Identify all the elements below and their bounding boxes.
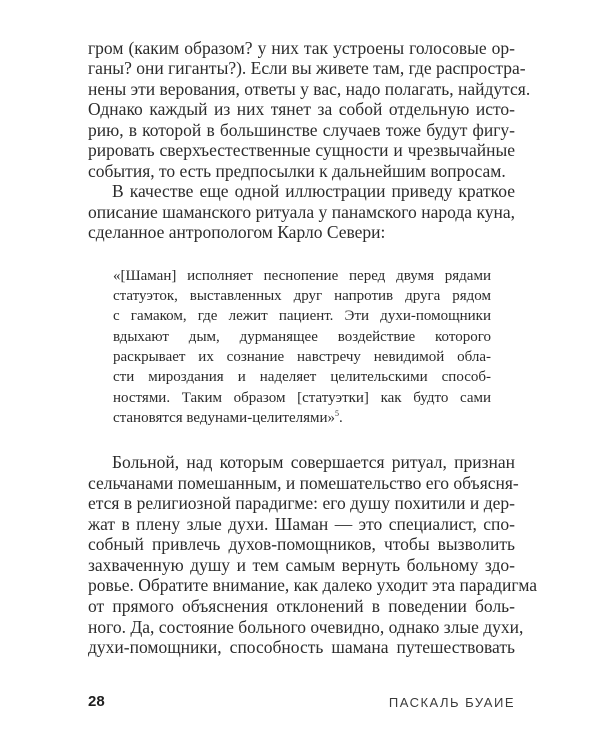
text-line: сделанное антропологом Карло Севери: — [88, 222, 386, 242]
text-line: гром (каким образом? у них так устроены голосовые ор- — [88, 38, 515, 58]
text-line: рировать сверхъестественные сущности и чрезвычайные — [88, 140, 515, 160]
quote-line-last — [113, 409, 491, 427]
quote-line: ностями. Таким образом [статуэтки] как будто сами — [113, 390, 491, 406]
text-line: духи-помощники, способность шамана путешествовать — [88, 637, 515, 657]
running-head-author: ПАСКАЛЬ БУАИЕ — [388, 695, 515, 710]
quote-line: вдыхают дым, дурманящее воздействие которого — [113, 329, 491, 345]
text-line: Однако каждый из них тянет за собой отдельную исто- — [88, 99, 515, 119]
text-line: собный привлечь духов-помощников, чтобы вызволить — [88, 534, 515, 554]
text-line: ганы? они гиганты?). Если вы живете там, где распростра- — [88, 58, 526, 78]
quote-end-punct: . — [339, 410, 343, 426]
quote-line: статуэток, выставленных друг напротив друга рядом — [113, 288, 491, 304]
text-line: нены эти верования, ответы у вас, надо полагать, найдутся. — [88, 79, 531, 99]
text-line: Больной, над которым совершается ритуал, признан — [112, 452, 515, 472]
text-line: сельчанами помешанным, и помешательство его объясня- — [88, 473, 519, 493]
quote-line: «[Шаман] исполняет песнопение перед двумя рядами — [113, 268, 491, 284]
text-line: события, то есть предпосылки к дальнейшим вопросам. — [88, 161, 506, 181]
text-line: ного. Да, состояние больного очевидно, однако злые духи, — [88, 617, 524, 637]
text-line: В качестве еще одной иллюстрации приведу краткое — [112, 181, 515, 201]
page-number: 28 — [88, 693, 105, 710]
text-line: от прямого объяснения отклонений в поведении боль- — [88, 596, 515, 616]
quote-text: становятся ведунами-целителями» — [113, 410, 336, 426]
quote-line: с гамаком, где лежит пациент. Эти духи-помощники — [113, 308, 491, 324]
text-line: ровье. Обратите внимание, как далеко уходит эта парадигма — [88, 575, 538, 595]
quote-line: раскрывает их сознание навстречу невидимой обла- — [113, 349, 491, 365]
footnote-reference[interactable]: 5 — [335, 409, 340, 418]
text-line: жат в плену злые духи. Шаман — это специалист, спо- — [88, 514, 515, 534]
text-line: ется в религиозной парадигме: его душу похитили и дер- — [88, 493, 515, 513]
quote-line: сти мироздания и наделяет целительскими способ- — [113, 369, 491, 385]
text-line: рию, в которой в большинстве случаев тоже будут фигу- — [88, 120, 515, 140]
text-line: захваченную душу и тем самым вернуть больному здо- — [88, 555, 515, 575]
text-line: описание шаманского ритуала у панамского народа куна, — [88, 202, 515, 222]
